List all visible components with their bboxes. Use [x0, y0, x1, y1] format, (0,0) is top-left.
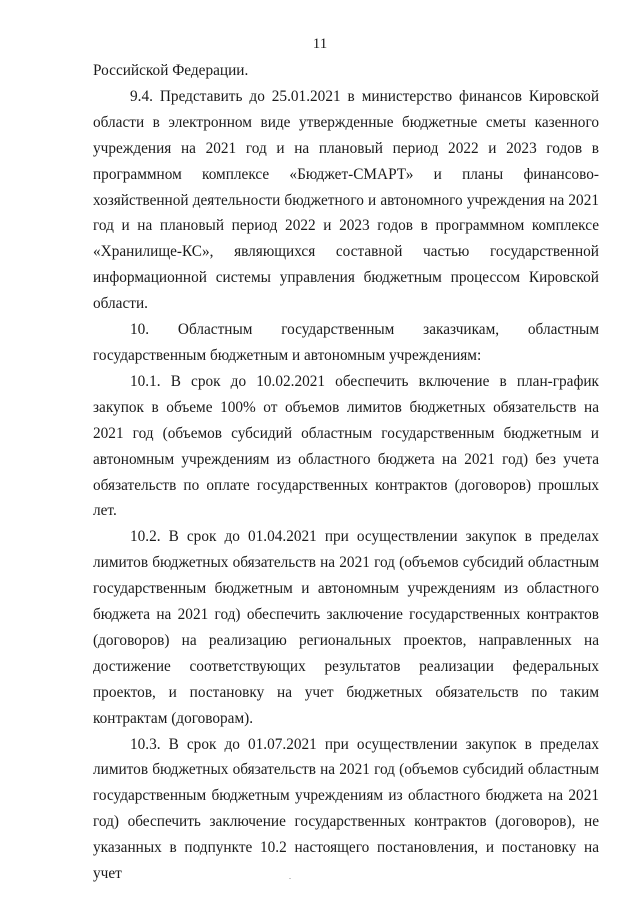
- paragraph-10: 10. Областным государственным заказчикам, областным государственным бюджетным и автономным учреждениям:: [93, 321, 599, 364]
- paragraph-10-2: 10.2. В срок до 01.04.2021 при осуществлении закупок в пределах лимитов бюджетных обязательств на 2021 год (объемов субсидий областным государственным бюджетным и автономным учреждениям из областного бюджета на 2021 год) обеспечить заключение государственных контрактов (договоров) на реализацию региональных проектов, направленных на достижение соответствующих результатов реализации федеральных проектов, и постановку на учет бюджетных обязательств по таким контрактам (договорам).: [93, 528, 599, 727]
- paragraph-10-3: 10.3. В срок до 01.07.2021 при осуществлении закупок в пределах лимитов бюджетных обязательств на 2021 год (объемов субсидий областным государственным бюджетным учреждениям из областного бюджета на 2021 год) обеспечить заключение государственных контрактов (договоров), не указанных в подпункте 10.2 настоящего постановления, и постановку на учет: [93, 735, 599, 883]
- paragraph-9-4: 9.4. Представить до 25.01.2021 в министерство финансов Кировской области в электронном виде утвержденные бюджетные сметы казенного учреждения на 2021 год и на плановый период 2022 и 2023 годов в программном комплексе «Бюджет-СМАРТ» и планы финансово-хозяйственной деятельности бюджетного и автономного учреждения на 2021 год и на плановый период 2022 и 2023 годов в программном комплексе «Хранилище-КС», являющихся составной частью государственной информационной системы управления бюджетным процессом Кировской области.: [93, 87, 599, 313]
- paragraph-10-1: 10.1. В срок до 10.02.2021 обеспечить включение в план-график закупок в объеме 100% от объемов лимитов бюджетных обязательств на 2021 год (объемов субсидий областным государственным бюджетным и автономным учреждениям из областного бюджета на 2021 год) без учета обязательств по оплате государственных контрактов (договоров) прошлых лет.: [93, 372, 599, 520]
- page-number: 11: [312, 36, 328, 52]
- paragraph-continuation: Российской Федерации.: [93, 62, 249, 79]
- document-body: [93, 58, 599, 887]
- scan-speck: [289, 878, 291, 879]
